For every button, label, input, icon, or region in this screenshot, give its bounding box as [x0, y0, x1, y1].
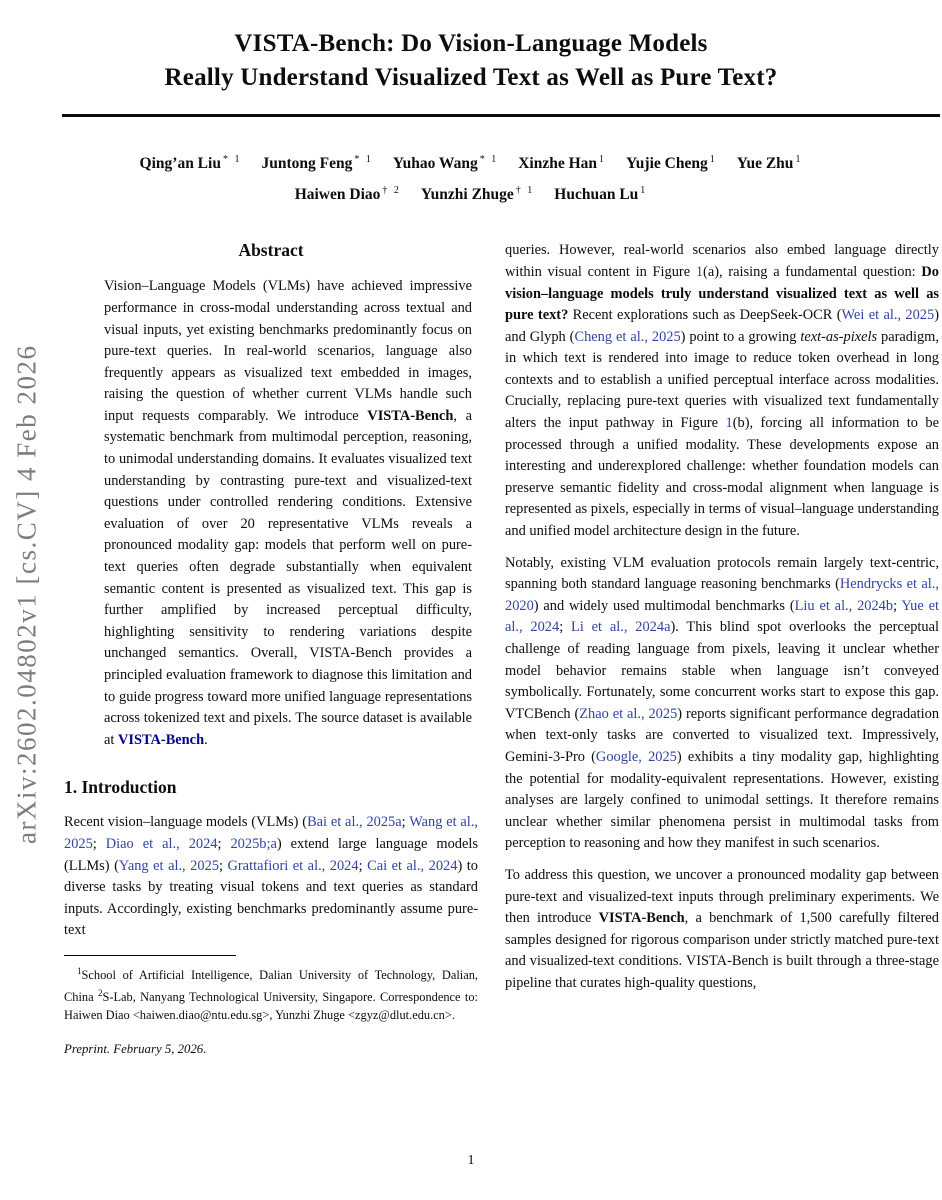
citation-link[interactable]: Cai et al., 2024 — [367, 857, 458, 874]
author-superscript: † 1 — [515, 185, 535, 197]
citation-link[interactable]: Wang et al., 2025 — [64, 814, 478, 852]
author-name: Qing’an Liu — [139, 155, 221, 173]
text-segment: text-as-pixels — [800, 328, 878, 345]
abstract-heading: Abstract — [238, 240, 304, 261]
text-segment: Recent explorations such as DeepSeek-OCR ( — [568, 307, 842, 324]
text-segment: ) and Glyph ( — [505, 307, 939, 345]
citation-link[interactable]: Hendrycks et al., 2020 — [505, 576, 939, 614]
author-block — [0, 146, 942, 208]
author-name: Haiwen Diao — [294, 186, 381, 204]
author-name: Yuhao Wang — [392, 155, 478, 173]
paper-title-line-1: VISTA-Bench: Do Vision-Language Models — [234, 30, 708, 57]
author-superscript: 1 — [795, 154, 803, 165]
text-segment: (b), forcing all information to be processed through a unified modality. These developments expose an interesting and underexplored challenge: whether foundation models can preserve semantic fidelity and cross-modal alignment when language is represented as pixels, especially in terms of visual–language understanding and unified model architecture design in the future. — [505, 415, 939, 540]
text-segment: To address this question, we uncover a pronounced modality gap between pure-text and visualized-text inputs through preliminary experiments. We then introduce — [505, 866, 939, 927]
text-segment: 1 — [77, 965, 82, 976]
author-line-1 — [0, 146, 942, 177]
citation-link[interactable]: Bai et al., 2025a — [307, 814, 402, 831]
text-segment: ; — [893, 597, 902, 614]
title-rule — [62, 114, 940, 117]
citation-link[interactable]: Yue et al., 2024 — [505, 597, 939, 636]
page-number: 1 — [467, 1153, 475, 1168]
citation-link[interactable]: 2025b;a — [230, 835, 277, 852]
author-superscript: 1 — [599, 154, 607, 165]
abstract-body — [64, 276, 478, 751]
paper-title-line-2: Really Understand Visualized Text as Well as Pure Text? — [164, 64, 778, 91]
author-name: Juntong Feng — [261, 155, 353, 173]
citation-link[interactable]: 1 — [725, 415, 733, 432]
text-segment: 2 — [97, 987, 103, 998]
text-segment: ) point to a growing — [680, 328, 801, 345]
citation-link[interactable]: Liu et al., 2024b — [794, 597, 894, 614]
author-superscript: * 1 — [222, 154, 242, 165]
text-segment: ; — [559, 619, 572, 636]
paper-title — [0, 0, 942, 95]
text-segment: ) reports significant performance degradation when text-only tasks are converted to visualized text. Impressively, Gemini-3-Pro ( — [505, 705, 940, 765]
author — [626, 155, 717, 172]
author-name: Yunzhi Zhuge — [420, 186, 514, 204]
text-segment: ) and widely used multimodal benchmarks ( — [533, 597, 795, 614]
author — [554, 186, 647, 203]
author — [295, 186, 401, 203]
text-segment: ; — [358, 857, 368, 874]
section-heading-introduction: 1. Introduction — [64, 777, 177, 798]
preprint-note: Preprint. February 5, 2026. — [64, 1041, 207, 1056]
footnote-divider — [64, 955, 236, 956]
author — [737, 155, 803, 172]
text-segment: Recent vision–language models (VLMs) ( — [64, 814, 308, 831]
body-paragraph — [505, 240, 939, 542]
text-segment: VISTA-Bench — [367, 407, 454, 424]
author — [421, 186, 534, 203]
body-paragraph — [505, 865, 939, 995]
right-column — [505, 240, 939, 1056]
citation-link[interactable]: Wei et al., 2025 — [841, 307, 935, 324]
text-segment: Notably, existing VLM evaluation protocols remain largely text-centric, spanning both standard language reasoning benchmarks ( — [505, 554, 939, 593]
two-column-body — [0, 240, 942, 1056]
arxiv-watermark: arXiv:2602.04802v1 [cs.CV] 4 Feb 2026 — [11, 344, 42, 844]
author — [393, 155, 498, 172]
author — [261, 155, 372, 172]
introduction-paragraph — [64, 812, 478, 942]
text-segment: ) to diverse tasks by treating visual tokens and text queries as standard inputs. Accordingly, existing benchmarks predominantly assume pure-text — [64, 857, 478, 939]
author-superscript: 1 — [640, 185, 648, 197]
affiliation-footnote — [64, 963, 478, 1025]
author-name: Huchuan Lu — [554, 186, 639, 204]
citation-link[interactable]: Cheng et al., 2025 — [574, 328, 681, 345]
author-superscript: † 2 — [382, 185, 401, 197]
text-segment: , a systematic benchmark from multimodal perception, reasoning, to unimodal understanding domains. It evaluates visualized text understanding by contrasting pure-text and visualized-text questions under controlled rendering conditions. Extensive evaluation of over 20 representative VLMs reveals a pronounced modality gap: models that perform well on pure-text queries often degrade substantially when equivalent semantic content is presented as visualized text. This gap is further amplified by increased perceptual difficulty, highlighting sensitivity to rendering variations despite unchanged semantics. Overall, VISTA-Bench provides a principled evaluation framework to diagnose this limitation and to guide progress toward more unified language representations across tokenized text and pixels. The source dataset is available at — [104, 407, 472, 748]
author — [518, 155, 606, 172]
author-superscript: 1 — [709, 154, 717, 165]
text-segment: . — [204, 731, 208, 748]
citation-link[interactable]: Li et al., 2024a — [571, 619, 671, 636]
text-segment: Do vision–language models truly understand visualized text as well as pure text? — [505, 263, 939, 324]
author-superscript: * 1 — [354, 154, 373, 165]
text-segment: S-Lab, Nanyang Technological University, Singapore. Correspondence to: Haiwen Diao <haiwen.diao@ntu.edu.sg>, Yunzhi Zhuge <zgyz@dlut.edu.cn>. — [64, 989, 478, 1022]
citation-link[interactable]: Diao et al., 2024 — [105, 835, 218, 852]
text-segment: School of Artificial Intelligence, Dalian University of Technology, Dalian, China — [64, 968, 478, 1004]
text-segment: Vision–Language Models (VLMs) have achieved impressive performance in cross-modal understanding across textual and visual inputs, yet existing benchmarks predominantly focus on pure-text queries. In real-world scenarios, language also frequently appears as visualized text embedded in images, raising the question of whether current VLMs handle such input requests comparably. We introduce — [104, 278, 472, 424]
citation-link[interactable]: Google, 2025 — [595, 748, 677, 765]
author-line-2 — [0, 177, 942, 208]
text-segment: , a benchmark of 1,500 carefully filtered samples designed for rigorous comparison under strictly matched pure-text and visualized-text conditions. VISTA-Bench is built through a three-stage pipeline that curates high-quality questions, — [505, 910, 939, 991]
author-name: Yujie Cheng — [626, 155, 708, 173]
text-segment: ; — [401, 814, 410, 831]
citation-link[interactable]: 1 — [695, 263, 704, 280]
citation-link[interactable]: Yang et al., 2025 — [118, 857, 219, 874]
text-segment: queries. However, real-world scenarios also embed language directly within visual content in Figure — [505, 242, 939, 280]
text-segment: VISTA-Bench — [598, 910, 685, 927]
left-column — [64, 240, 478, 1056]
text-segment: ; — [217, 835, 231, 852]
text-segment: ) exhibits a tiny modality gap, highlighting the potential for modality-equivalent representations. However, existing analyses are largely confined to unimodal settings. It therefore remains unclear whether similar phenomena persist in multimodal tasks from perception to reasoning and how they manifest in such scenarios. — [505, 748, 940, 852]
text-segment: (a), raising a fundamental question: — [703, 263, 922, 280]
text-segment: paradigm, in which text is rendered into image to reduce token overhead in long contexts and to establish a unified perceptual interface across modalities. Crucially, replacing pure-text queries with visualized text fundamentally alters the input pathway in Figure — [505, 328, 939, 432]
author-name: Yue Zhu — [736, 155, 794, 173]
text-segment: ; — [92, 835, 106, 852]
citation-link[interactable]: Grattafiori et al., 2024 — [227, 857, 359, 874]
text-segment: ) extend large language models (LLMs) ( — [64, 835, 478, 874]
citation-link[interactable]: Zhao et al., 2025 — [579, 705, 678, 722]
author-name: Xinzhe Han — [518, 155, 598, 173]
author-superscript: * 1 — [479, 154, 499, 165]
author — [140, 155, 242, 172]
text-segment: ; — [218, 857, 228, 874]
body-paragraph — [505, 553, 939, 855]
dataset-link[interactable]: VISTA-Bench — [117, 731, 205, 748]
text-segment: ). This blind spot overlooks the perceptual challenge of reading language from pixels, leaving it unclear whether model behavior remains stable when language isn’t conveyed symbolically. Fortunately, some concurrent works start to expose this gap. VTCBench ( — [505, 619, 939, 722]
